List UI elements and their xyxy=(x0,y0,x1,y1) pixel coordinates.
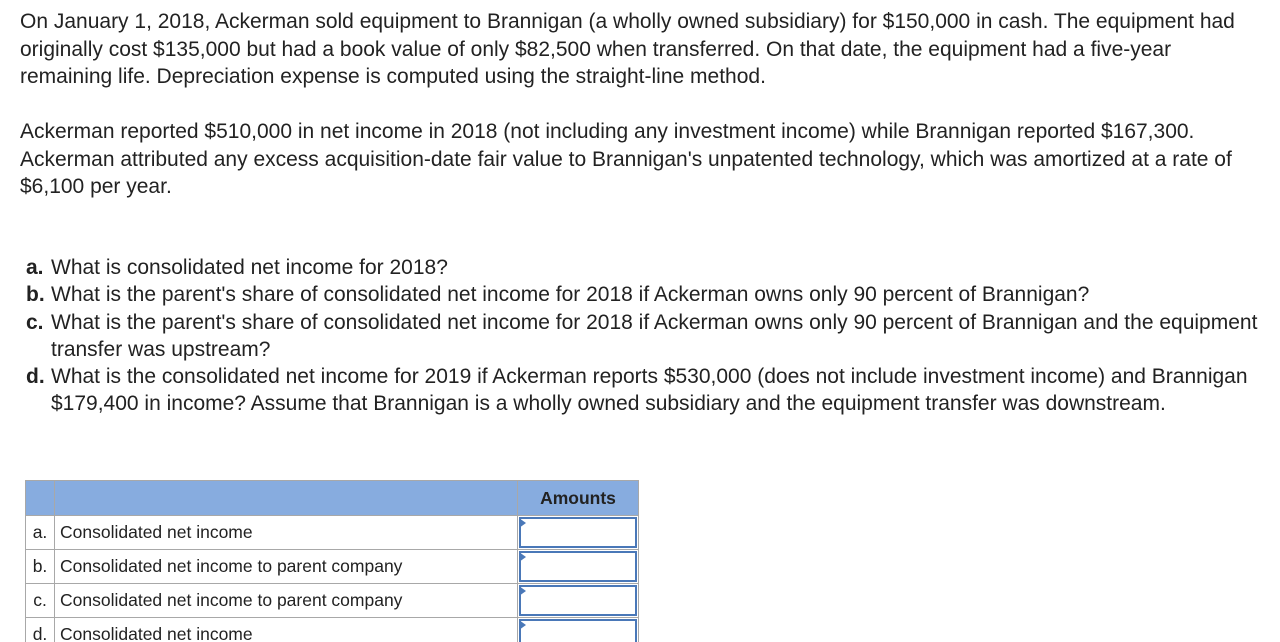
amount-input-c[interactable] xyxy=(519,585,637,616)
header-blank-letter xyxy=(26,481,55,516)
answer-table xyxy=(25,480,639,642)
row-label: Consolidated net income xyxy=(55,618,518,642)
header-blank-label xyxy=(55,481,518,516)
question-d xyxy=(26,363,1276,418)
amount-cell xyxy=(518,584,639,618)
problem-paragraph-2: Ackerman reported $510,000 in net income in 2018 (not including any investment income) while Brannigan reported $167,300. Ackerman attributed any excess acquisition-date fair value to Brannigan's unpatented technology, which was amortized at a rate of $6,100 per year. xyxy=(20,120,1232,198)
question-b xyxy=(26,281,1276,308)
amount-input-a[interactable] xyxy=(519,517,637,548)
table-row xyxy=(26,618,639,642)
amount-input-d[interactable] xyxy=(519,619,637,642)
question-text: What is the parent's share of consolidated net income for 2018 if Ackerman owns only 90 percent of Brannigan and the equipment transfer was upstream? xyxy=(51,310,1258,361)
row-label: Consolidated net income to parent company xyxy=(55,550,518,584)
question-letter: a. xyxy=(26,256,44,279)
question-text: What is consolidated net income for 2018? xyxy=(51,256,448,279)
question-list xyxy=(26,254,1276,418)
problem-paragraph-1: On January 1, 2018, Ackerman sold equipment to Brannigan (a wholly owned subsidiary) for $150,000 in cash. The equipment had originally cost $135,000 but had a book value of only $82,500 when transferred. On that date, the equipment had a five-year remaining life. Depreciation expense is computed using the straight-line method. xyxy=(20,10,1235,88)
table-row xyxy=(26,550,639,584)
table-row xyxy=(26,516,639,550)
question-letter: d. xyxy=(26,365,45,389)
amount-cell xyxy=(518,618,639,642)
row-letter: c. xyxy=(26,584,55,618)
question-a xyxy=(26,254,1276,281)
table-row xyxy=(26,584,639,618)
row-label: Consolidated net income xyxy=(55,516,518,550)
row-letter: d. xyxy=(26,618,55,642)
question-c xyxy=(26,309,1276,364)
question-letter: b. xyxy=(26,283,45,307)
header-amounts: Amounts xyxy=(518,481,639,516)
question-letter: c. xyxy=(26,310,44,334)
amount-input-b[interactable] xyxy=(519,551,637,582)
amount-cell xyxy=(518,516,639,550)
row-label: Consolidated net income to parent company xyxy=(55,584,518,618)
row-letter: b. xyxy=(26,550,55,584)
question-text: What is the parent's share of consolidated net income for 2018 if Ackerman owns only 90 percent of Brannigan? xyxy=(51,283,1090,307)
amount-cell xyxy=(518,550,639,584)
answer-table-header xyxy=(26,481,639,516)
row-letter: a. xyxy=(26,516,55,550)
question-text: What is the consolidated net income for 2019 if Ackerman reports $530,000 (does not include investment income) and Brannigan $179,400 in income? Assume that Brannigan is a wholly owned subsidiary and the equipment transfer was downstream. xyxy=(51,365,1248,416)
